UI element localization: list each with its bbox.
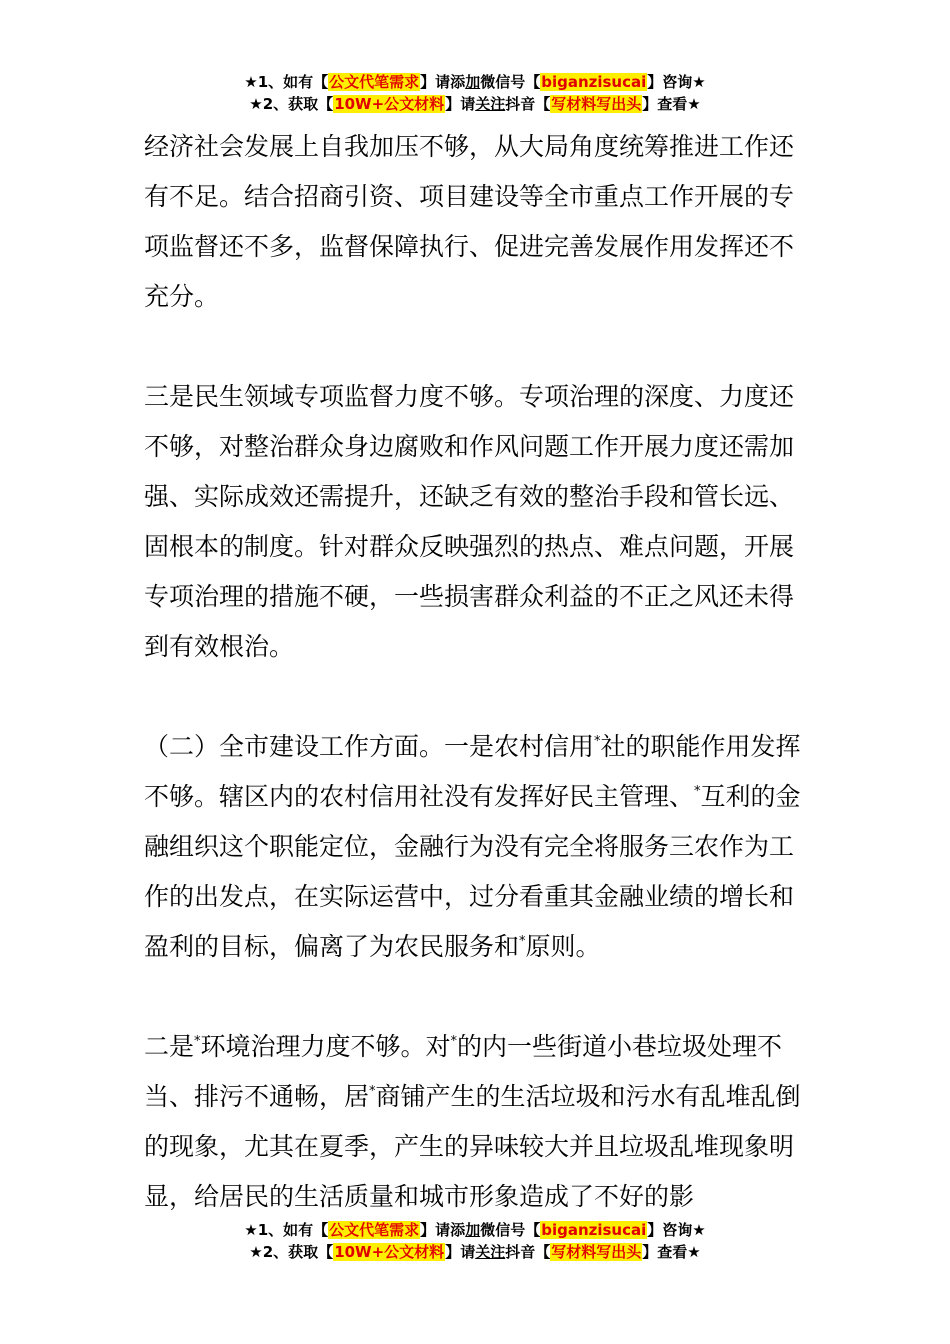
redaction-mark: * xyxy=(450,1034,458,1049)
paragraph-1: 经济社会发展上自我加压不够，从大局角度统筹推进工作还有不足。结合招商引资、项目建设等全市重点工作开展的专项监督还不多，监督保障执行、促进完善发展作用发挥还不充分。 xyxy=(144,132,795,311)
banner-line-1: ★1、如有【公文代笔需求】请添加微信号【biganzisucai】咨询★ xyxy=(244,1221,706,1239)
highlight-service: 公文代笔需求 xyxy=(329,1221,420,1239)
redaction-mark: * xyxy=(694,784,701,799)
paragraph-3: （二）全市建设工作方面。一是农村信用*社的职能作用发挥不够。辖区内的农村信用社没有发挥好民主管理、*互利的金融组织这个职能定位，金融行为没有完全将服务三农作为工作的出发点，在实际运营中，过分看重其金融业绩的增长和盈利的目标，偏离了为农民服务和*原则。 xyxy=(144,732,801,961)
highlight-service: 公文代笔需求 xyxy=(329,73,420,91)
redaction-mark: * xyxy=(369,1084,376,1099)
paragraph-4: 二是*环境治理力度不够。对*的内一些街道小巷垃圾处理不当、排污不通畅，居*商铺产生的生活垃圾和污水有乱堆乱倒的现象，尤其在夏季，产生的异味较大并且垃圾乱堆现象明显，给居民的生活质量和城市形象造成了不好的影 xyxy=(144,1032,801,1211)
highlight-douyin: 写材料写出头 xyxy=(551,1243,642,1261)
top-banner xyxy=(0,71,950,115)
banner-line-1: ★1、如有【公文代笔需求】请添加微信号【biganzisucai】咨询★ xyxy=(244,73,706,91)
highlight-materials: 10W+公文材料 xyxy=(334,1243,445,1261)
highlight-douyin: 写材料写出头 xyxy=(551,95,642,113)
paragraph-2: 三是民生领域专项监督力度不够。专项治理的深度、力度还不够，对整治群众身边腐败和作风问题工作开展力度还需加强、实际成效还需提升，还缺乏有效的整治手段和管长远、固根本的制度。针对群众反映强烈的热点、难点问题，开展专项治理的措施不硬，一些损害群众利益的不正之风还未得到有效根治。 xyxy=(144,382,795,661)
redaction-mark: * xyxy=(519,934,526,949)
bottom-banner xyxy=(0,1219,950,1263)
highlight-wechat-id: biganzisucai xyxy=(541,73,647,91)
redaction-mark: * xyxy=(594,734,601,749)
banner-line-2: ★2、获取【10W+公文材料】请关注抖音【写材料写出头】查看★ xyxy=(249,95,701,113)
document-body xyxy=(144,122,809,1222)
redaction-mark: * xyxy=(194,1034,201,1049)
highlight-materials: 10W+公文材料 xyxy=(334,95,445,113)
banner-line-2: ★2、获取【10W+公文材料】请关注抖音【写材料写出头】查看★ xyxy=(249,1243,701,1261)
highlight-wechat-id: biganzisucai xyxy=(541,1221,647,1239)
